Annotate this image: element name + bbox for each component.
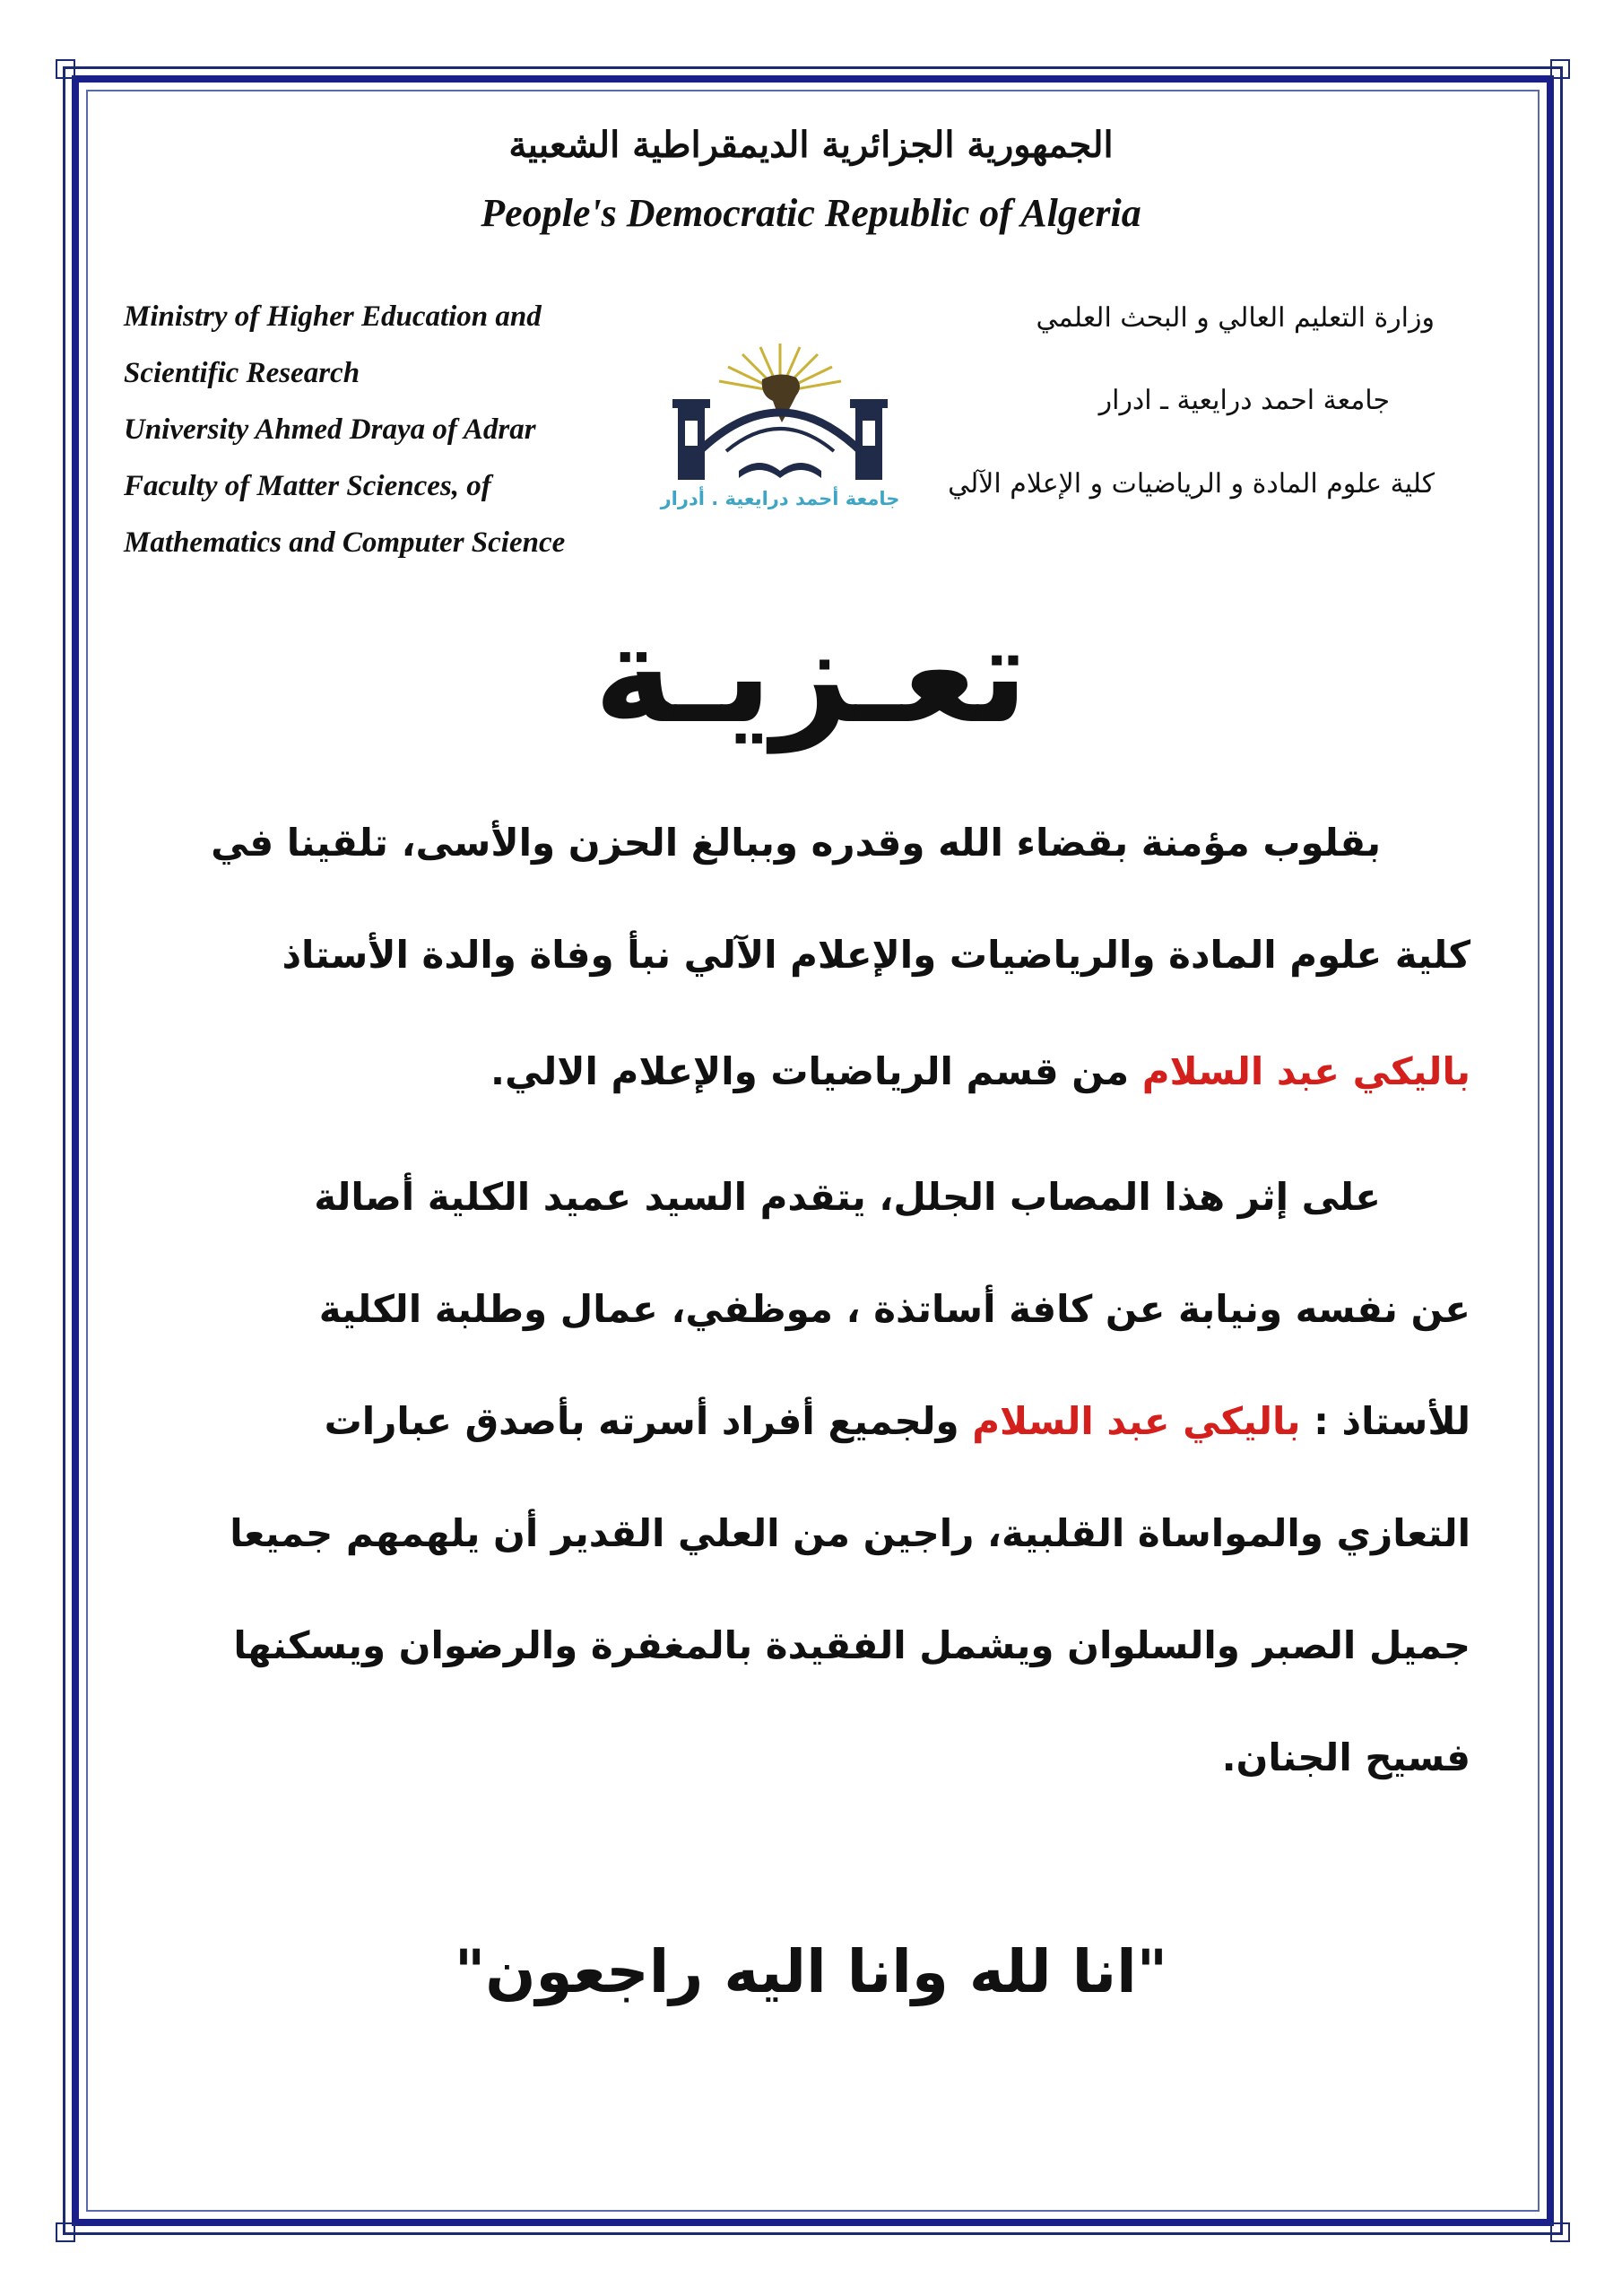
frame-corner-ornament <box>1550 59 1570 79</box>
institution-arabic-line: كلية علوم المادة و الرياضيات و الإعلام الآلي <box>948 468 1435 500</box>
institution-english-line: Scientific Research <box>124 357 360 389</box>
paragraph-text: للأستاذ : <box>1300 1399 1470 1443</box>
institution-english-line: Mathematics and Computer Science <box>124 526 566 559</box>
frame-corner-ornament <box>1550 2222 1570 2242</box>
republic-name-arabic: الجمهورية الجزائرية الديمقراطية الشعبية <box>508 124 1114 166</box>
paragraph-line: فسيح الجنان. <box>1221 1735 1470 1779</box>
paragraph-line: جميل الصبر والسلوان ويشمل الفقيدة بالمغفرة والرضوان ويسكنها <box>233 1623 1470 1667</box>
logo-caption: جامعة أحمد درايعية . أدرار <box>660 488 900 509</box>
republic-name-english: People's Democratic Republic of Algeria <box>481 191 1141 235</box>
institution-english-line: University Ahmed Draya of Adrar <box>124 413 536 446</box>
institution-arabic-line: جامعة احمد درايعية ـ ادرار <box>1098 385 1390 416</box>
paragraph-line: التعازي والمواساة القلبية، راجين من العلي القدير أن يلهمهم جميعا <box>230 1511 1470 1555</box>
institution-arabic-line: وزارة التعليم العالي و البحث العلمي <box>1036 302 1435 334</box>
paragraph-line <box>179 1175 1470 1219</box>
institution-english-block <box>124 289 662 571</box>
paragraph-text: بقلوب مؤمنة بقضاء الله وقدره وببالغ الحزن والأسى، تلقينا في <box>211 821 1381 865</box>
closing-verse: "انا لله وانا اليه راجعون" <box>454 1937 1168 2006</box>
institution-english-line: Ministry of Higher Education and <box>124 300 542 333</box>
paragraph-line <box>179 1399 1470 1443</box>
paragraph-text: ولجميع أفراد أسرته بأصدق عبارات <box>324 1399 973 1443</box>
university-emblem-icon <box>646 336 915 516</box>
open-book-icon <box>739 463 821 478</box>
paragraph-text: من قسم الرياضيات والإعلام الالي. <box>490 1049 1142 1093</box>
deceased-relative-name: باليكي عبد السلام <box>1141 1049 1470 1093</box>
document-title: تعـزيـة <box>594 597 1028 753</box>
institution-english-line: Faculty of Matter Sciences, of <box>124 470 491 502</box>
deceased-relative-name: باليكي عبد السلام <box>972 1399 1301 1443</box>
frame-corner-ornament <box>56 2222 75 2242</box>
paragraph-line <box>179 821 1470 865</box>
paragraph-line <box>179 1049 1470 1093</box>
paragraph-line: كلية علوم المادة والرياضيات والإعلام الآلي نبأ وفاة والدة الأستاذ <box>282 933 1470 977</box>
paragraph-text: على إثر هذا المصاب الجلل، يتقدم السيد عميد الكلية أصالة <box>314 1175 1381 1219</box>
paragraph-line: عن نفسه ونيابة عن كافة أساتذة ، موظفي، عمال وطلبة الكلية <box>318 1287 1470 1331</box>
frame-corner-ornament <box>56 59 75 79</box>
